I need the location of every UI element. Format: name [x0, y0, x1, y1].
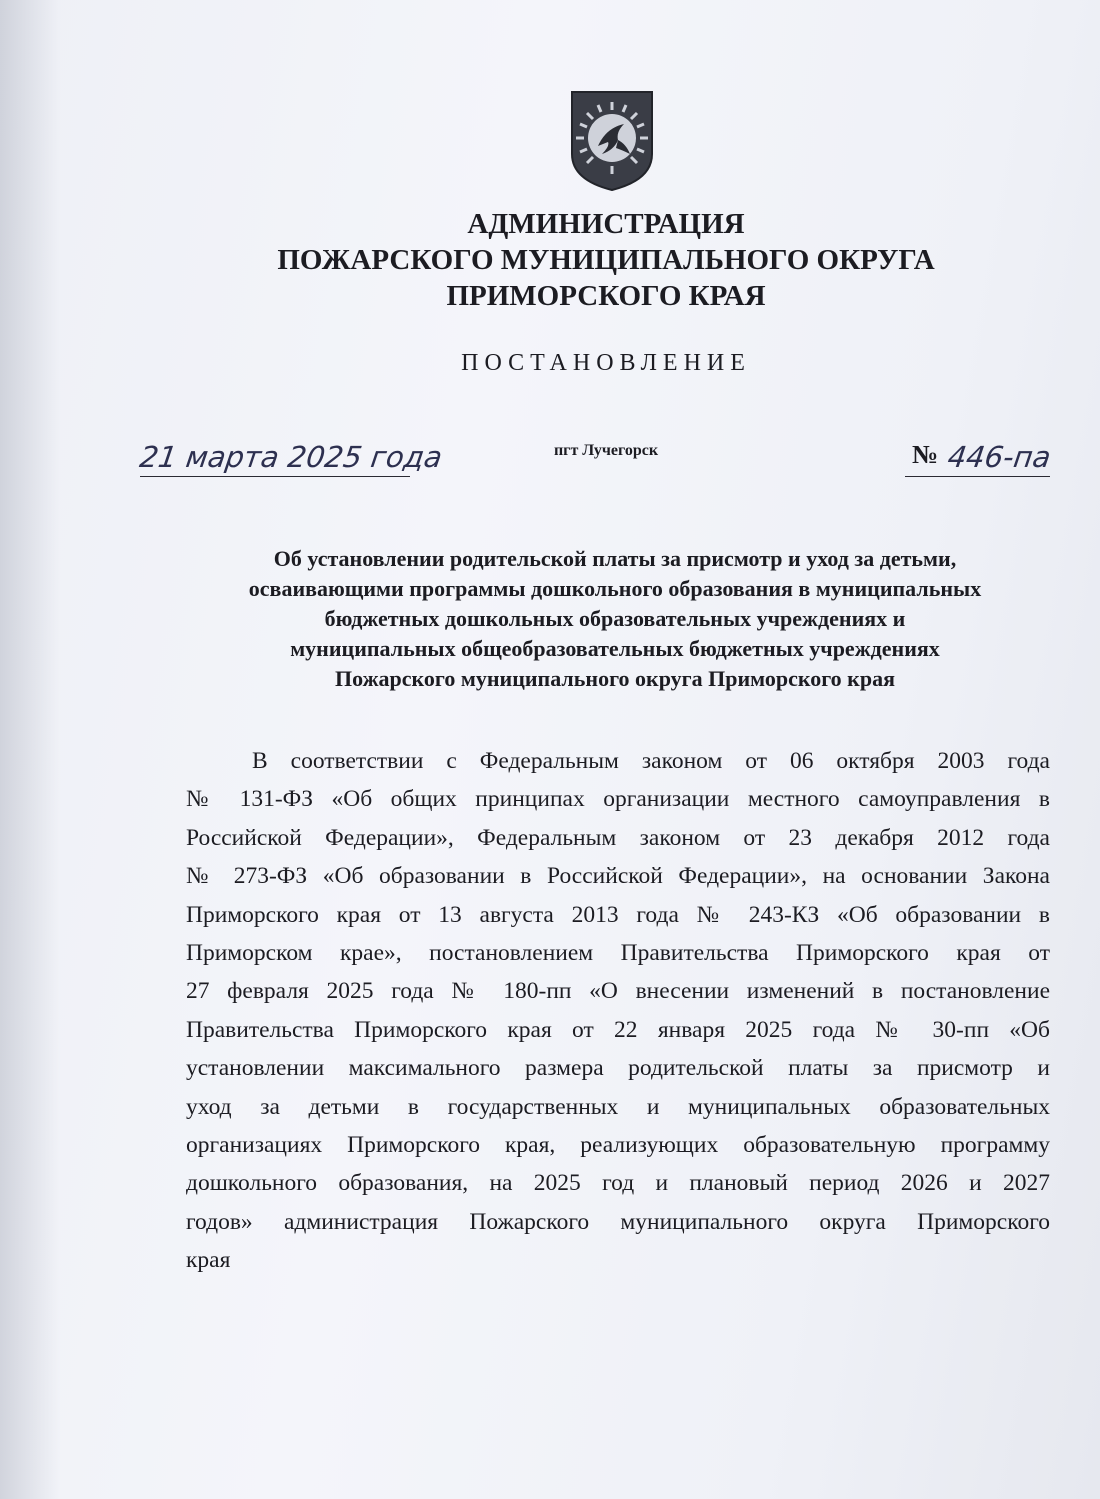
body-line: годов» администрация Пожарского муниципального округа Приморского — [186, 1208, 1050, 1235]
title-line: Пожарского муниципального округа Приморского края — [335, 666, 895, 691]
body-line: дошкольного образования, на 2025 год и плановый период 2026 и 2027 — [186, 1170, 1050, 1197]
body-line: Приморском крае», постановлением Правительства Приморского края от — [186, 939, 1050, 966]
body-line: Правительства Приморского края от 22 января 2025 года № 30-пп «Об — [186, 1016, 1050, 1043]
number-sign: № — [912, 440, 939, 469]
body-line: установлении максимального размера родительской платы за присмотр и — [186, 1055, 1050, 1082]
body-line: Российской Федерации», Федеральным законом от 23 декабря 2012 года — [186, 824, 1050, 851]
header-line-1: АДМИНИСТРАЦИЯ — [467, 208, 745, 240]
title-line: бюджетных дошкольных образовательных учреждениях и — [324, 606, 906, 631]
header-line-3: ПРИМОРСКОГО КРАЯ — [446, 280, 766, 312]
body-line: 27 февраля 2025 года № 180-пп «О внесении изменений в постановление — [186, 978, 1050, 1005]
body-line: В соответствии с Федеральным законом от 06 октября 2003 года — [252, 748, 1050, 774]
body-line: Приморского края от 13 августа 2013 года № 243-КЗ «Об образовании в — [186, 901, 1050, 928]
title-line: муниципальных общеобразовательных бюджетных учреждениях — [290, 636, 940, 661]
body-line: организациях Приморского края, реализующих образовательную программу — [186, 1131, 1050, 1158]
body-line: № 131-ФЗ «Об общих принципах организации местного самоуправления в — [186, 786, 1050, 813]
body-line: № 273-ФЗ «Об образовании в Российской Федерации», на основании Закона — [186, 863, 1050, 890]
header-line-2: ПОЖАРСКОГО МУНИЦИПАЛЬНОГО ОКРУГА — [277, 244, 935, 276]
coat-of-arms-icon — [568, 88, 656, 192]
title-line: Об установлении родительской платы за присмотр и уход за детьми, — [273, 546, 957, 571]
issuer-header — [0, 206, 1100, 314]
place-of-issue: пгт Лучегорск — [553, 442, 659, 459]
handwritten-number: 446-па — [945, 440, 1053, 474]
body-line: уход за детьми в государственных и муниципальных образовательных — [186, 1093, 1050, 1120]
title-line: осваивающими программы дошкольного образования в муниципальных — [248, 576, 982, 601]
document-title — [180, 544, 1050, 694]
document-type: ПОСТАНОВЛЕНИЕ — [461, 350, 751, 376]
handwritten-date: 21 марта 2025 года — [137, 440, 445, 474]
document-body — [186, 742, 1050, 1279]
body-line: края — [186, 1247, 231, 1274]
